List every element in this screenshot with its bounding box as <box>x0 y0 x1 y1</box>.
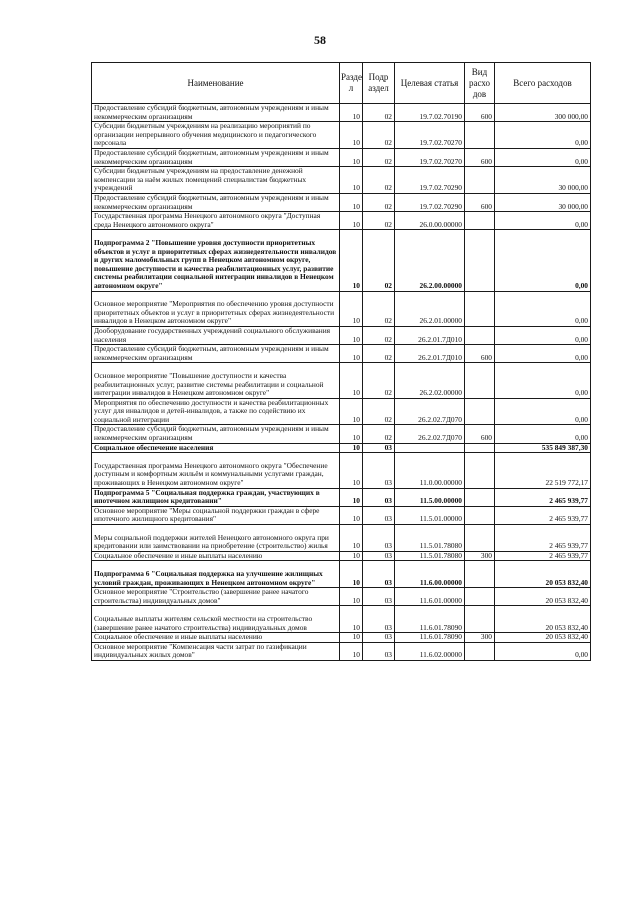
table-row <box>92 104 591 122</box>
cell-total: 20 053 832,40 <box>495 588 591 606</box>
cell-total: 0,00 <box>495 212 591 230</box>
cell-subsection: 02 <box>363 326 395 344</box>
table-row <box>92 642 591 660</box>
cell-section: 10 <box>340 551 363 561</box>
cell-name: Меры социальной поддержки жителей Ненецкого автономного округа при кредитовании или заимствовании на приобретение (строительство) жилья <box>92 525 340 552</box>
cell-section: 10 <box>340 122 363 149</box>
cell-section: 10 <box>340 148 363 166</box>
cell-type <box>465 363 495 398</box>
cell-type <box>465 291 495 326</box>
table-row <box>92 425 591 443</box>
table-row <box>92 453 591 488</box>
cell-total: 0,00 <box>495 398 591 425</box>
cell-type <box>465 230 495 291</box>
cell-name: Предоставление субсидий бюджетным, автономным учреждениям и иным некоммерческим организациям <box>92 193 340 211</box>
cell-type: 600 <box>465 104 495 122</box>
table-row <box>92 291 591 326</box>
table-row <box>92 525 591 552</box>
table-row <box>92 167 591 194</box>
cell-name: Социальное обеспечение населения <box>92 443 340 453</box>
cell-total: 20 053 832,40 <box>495 561 591 588</box>
table-row <box>92 443 591 453</box>
cell-target: 11.5.00.00000 <box>395 488 465 506</box>
cell-type <box>465 606 495 633</box>
cell-name: Социальные выплаты жителям сельской местности на строительство (завершение ранее начатого строительства) индивидуальных домов <box>92 606 340 633</box>
cell-type <box>465 525 495 552</box>
cell-subsection: 02 <box>363 193 395 211</box>
cell-section: 10 <box>340 561 363 588</box>
cell-total: 30 000,00 <box>495 193 591 211</box>
cell-total: 22 519 772,17 <box>495 453 591 488</box>
cell-name: Мероприятия по обеспечению доступности и качества реабилитационных услуг для инвалидов и детей-инвалидов, а также по содействию их социальной интеграции <box>92 398 340 425</box>
cell-name: Субсидии бюджетным учреждениям на предоставление денежной компенсации за наём жилых помещений специалистам бюджетных учреждений <box>92 167 340 194</box>
cell-target: 11.6.01.00000 <box>395 588 465 606</box>
header-name: Наименование <box>92 63 340 104</box>
table-row <box>92 488 591 506</box>
cell-type: 300 <box>465 551 495 561</box>
cell-section: 10 <box>340 525 363 552</box>
cell-type <box>465 167 495 194</box>
cell-target: 19.7.02.70290 <box>395 167 465 194</box>
cell-total: 30 000,00 <box>495 167 591 194</box>
cell-target <box>395 443 465 453</box>
cell-target: 11.6.02.00000 <box>395 642 465 660</box>
cell-total: 2 465 939,77 <box>495 488 591 506</box>
cell-section: 10 <box>340 443 363 453</box>
cell-total: 0,00 <box>495 326 591 344</box>
cell-target: 26.2.01.7Д010 <box>395 326 465 344</box>
cell-section: 10 <box>340 291 363 326</box>
cell-total: 20 053 832,40 <box>495 606 591 633</box>
cell-subsection: 02 <box>363 345 395 363</box>
cell-subsection: 03 <box>363 443 395 453</box>
cell-section: 10 <box>340 345 363 363</box>
cell-name: Предоставление субсидий бюджетным, автономным учреждениям и иным некоммерческим организациям <box>92 148 340 166</box>
cell-section: 10 <box>340 642 363 660</box>
cell-name: Государственная программа Ненецкого автономного округа "Обеспечение доступным и комфортным жильём и коммунальными услугами граждан, проживающих в Ненецком автономном округе" <box>92 453 340 488</box>
table-row <box>92 606 591 633</box>
cell-subsection: 03 <box>363 633 395 643</box>
cell-section: 10 <box>340 633 363 643</box>
cell-type <box>465 212 495 230</box>
cell-target: 11.0.00.00000 <box>395 453 465 488</box>
cell-subsection: 02 <box>363 230 395 291</box>
cell-target: 26.2.01.00000 <box>395 291 465 326</box>
cell-target: 26.2.02.7Д070 <box>395 398 465 425</box>
cell-total: 0,00 <box>495 345 591 363</box>
cell-section: 10 <box>340 606 363 633</box>
cell-name: Дооборудование государственных учреждений социального обслуживания населения <box>92 326 340 344</box>
cell-section: 10 <box>340 326 363 344</box>
table-row <box>92 230 591 291</box>
cell-total: 0,00 <box>495 363 591 398</box>
cell-target: 11.6.01.78090 <box>395 606 465 633</box>
cell-subsection: 02 <box>363 398 395 425</box>
cell-target: 11.5.01.78080 <box>395 551 465 561</box>
table-row <box>92 363 591 398</box>
cell-subsection: 03 <box>363 506 395 524</box>
cell-total: 0,00 <box>495 642 591 660</box>
page-number: 58 <box>314 33 326 47</box>
table-row <box>92 551 591 561</box>
cell-name: Предоставление субсидий бюджетным, автономным учреждениям и иным некоммерческим организациям <box>92 104 340 122</box>
cell-name: Социальное обеспечение и иные выплаты населению <box>92 551 340 561</box>
header-subsection: Подр аздел <box>363 63 395 104</box>
cell-total: 2 465 939,77 <box>495 551 591 561</box>
table-body <box>92 104 591 661</box>
table-row <box>92 588 591 606</box>
cell-section: 10 <box>340 488 363 506</box>
cell-target: 26.0.00.00000 <box>395 212 465 230</box>
header-target: Целевая статья <box>395 63 465 104</box>
cell-name: Субсидии бюджетным учреждениям на реализацию мероприятий по организации непрерывного обучения медицинского и педагогического персонала <box>92 122 340 149</box>
cell-name: Подпрограмма 2 "Повышение уровня доступности приоритетных объектов и услуг в приоритетных сферах жизнедеятельности инвалидов и других маломобильных групп в Ненецком автономном округе, повышение доступности и качества реабилитационных услуг, развитие системы реабилитации социальной интеграции инвалидов в Ненецком автономном округе" <box>92 230 340 291</box>
cell-name: Основное мероприятие "Повышение доступности и качества реабилитационных услуг, развитие системы реабилитации и социальной интеграции инвалидов в Ненецком автономном округе" <box>92 363 340 398</box>
cell-name: Предоставление субсидий бюджетным, автономным учреждениям и иным некоммерческим организациям <box>92 345 340 363</box>
table-row <box>92 345 591 363</box>
cell-target: 26.2.00.00000 <box>395 230 465 291</box>
cell-type: 600 <box>465 193 495 211</box>
cell-subsection: 02 <box>363 104 395 122</box>
cell-target: 26.2.01.7Д010 <box>395 345 465 363</box>
cell-subsection: 02 <box>363 425 395 443</box>
cell-target: 19.7.02.70290 <box>395 193 465 211</box>
cell-subsection: 02 <box>363 212 395 230</box>
cell-type <box>465 443 495 453</box>
cell-type <box>465 326 495 344</box>
cell-subsection: 03 <box>363 525 395 552</box>
cell-total: 300 000,00 <box>495 104 591 122</box>
table-row <box>92 633 591 643</box>
cell-name: Основное мероприятие "Строительство (завершение ранее начатого строительства) индивидуальных домов" <box>92 588 340 606</box>
cell-name: Основное мероприятие "Компенсация части затрат по газификации индивидуальных жилых домов" <box>92 642 340 660</box>
cell-total: 0,00 <box>495 425 591 443</box>
cell-target: 26.2.02.7Д070 <box>395 425 465 443</box>
cell-section: 10 <box>340 425 363 443</box>
cell-subsection: 02 <box>363 122 395 149</box>
cell-section: 10 <box>340 212 363 230</box>
cell-section: 10 <box>340 588 363 606</box>
cell-type: 600 <box>465 345 495 363</box>
cell-name: Подпрограмма 5 "Социальная поддержка граждан, участвующих в ипотечном жилищном кредитовании" <box>92 488 340 506</box>
header-total: Всего расходов <box>495 63 591 104</box>
cell-target: 11.5.01.78080 <box>395 525 465 552</box>
cell-type <box>465 588 495 606</box>
cell-total: 20 053 832,40 <box>495 633 591 643</box>
table-row <box>92 561 591 588</box>
cell-section: 10 <box>340 167 363 194</box>
cell-total: 2 465 939,77 <box>495 525 591 552</box>
cell-target: 11.6.01.78090 <box>395 633 465 643</box>
cell-name: Основное мероприятие "Мероприятия по обеспечению уровня доступности приоритетных объектов и услуг в приоритетных сферах жизнедеятельности инвалидов в Ненецком автономном округе" <box>92 291 340 326</box>
cell-subsection: 03 <box>363 642 395 660</box>
cell-name: Социальное обеспечение и иные выплаты населению <box>92 633 340 643</box>
table-row <box>92 326 591 344</box>
cell-subsection: 03 <box>363 488 395 506</box>
cell-subsection: 02 <box>363 291 395 326</box>
cell-target: 11.6.00.00000 <box>395 561 465 588</box>
table-row <box>92 506 591 524</box>
table-row <box>92 398 591 425</box>
cell-type <box>465 506 495 524</box>
cell-subsection: 03 <box>363 453 395 488</box>
header-section: Разде л <box>340 63 363 104</box>
cell-target: 19.7.02.70270 <box>395 122 465 149</box>
cell-section: 10 <box>340 193 363 211</box>
cell-total: 0,00 <box>495 230 591 291</box>
table-row <box>92 122 591 149</box>
cell-type: 600 <box>465 148 495 166</box>
cell-total: 2 465 939,77 <box>495 506 591 524</box>
cell-total: 535 849 387,30 <box>495 443 591 453</box>
table-row <box>92 212 591 230</box>
cell-section: 10 <box>340 104 363 122</box>
cell-target: 26.2.02.00000 <box>395 363 465 398</box>
cell-name: Подпрограмма 6 "Социальная поддержка на улучшение жилищных условий граждан, проживающих в Ненецком автономном округе" <box>92 561 340 588</box>
cell-name: Основное мероприятие "Меры социальной поддержки граждан в сфере ипотечного жилищного кредитования" <box>92 506 340 524</box>
cell-name: Государственная программа Ненецкого автономного округа "Доступная среда Ненецкого автономного округа" <box>92 212 340 230</box>
cell-subsection: 02 <box>363 148 395 166</box>
cell-subsection: 02 <box>363 363 395 398</box>
cell-type <box>465 453 495 488</box>
table-header-row <box>92 63 591 104</box>
cell-target: 11.5.01.00000 <box>395 506 465 524</box>
cell-type <box>465 122 495 149</box>
header-type: Вид расхо дов <box>465 63 495 104</box>
cell-type: 600 <box>465 425 495 443</box>
cell-subsection: 02 <box>363 167 395 194</box>
budget-table <box>91 62 591 661</box>
cell-subsection: 03 <box>363 588 395 606</box>
cell-type <box>465 488 495 506</box>
cell-target: 19.7.02.70190 <box>395 104 465 122</box>
cell-subsection: 03 <box>363 561 395 588</box>
cell-type <box>465 561 495 588</box>
cell-section: 10 <box>340 398 363 425</box>
cell-section: 10 <box>340 453 363 488</box>
cell-target: 19.7.02.70270 <box>395 148 465 166</box>
cell-section: 10 <box>340 363 363 398</box>
cell-total: 0,00 <box>495 148 591 166</box>
cell-name: Предоставление субсидий бюджетным, автономным учреждениям и иным некоммерческим организациям <box>92 425 340 443</box>
cell-type <box>465 642 495 660</box>
table-row <box>92 193 591 211</box>
cell-total: 0,00 <box>495 291 591 326</box>
cell-total: 0,00 <box>495 122 591 149</box>
cell-type: 300 <box>465 633 495 643</box>
cell-subsection: 03 <box>363 551 395 561</box>
cell-subsection: 03 <box>363 606 395 633</box>
table-row <box>92 148 591 166</box>
cell-section: 10 <box>340 506 363 524</box>
cell-type <box>465 398 495 425</box>
cell-section: 10 <box>340 230 363 291</box>
